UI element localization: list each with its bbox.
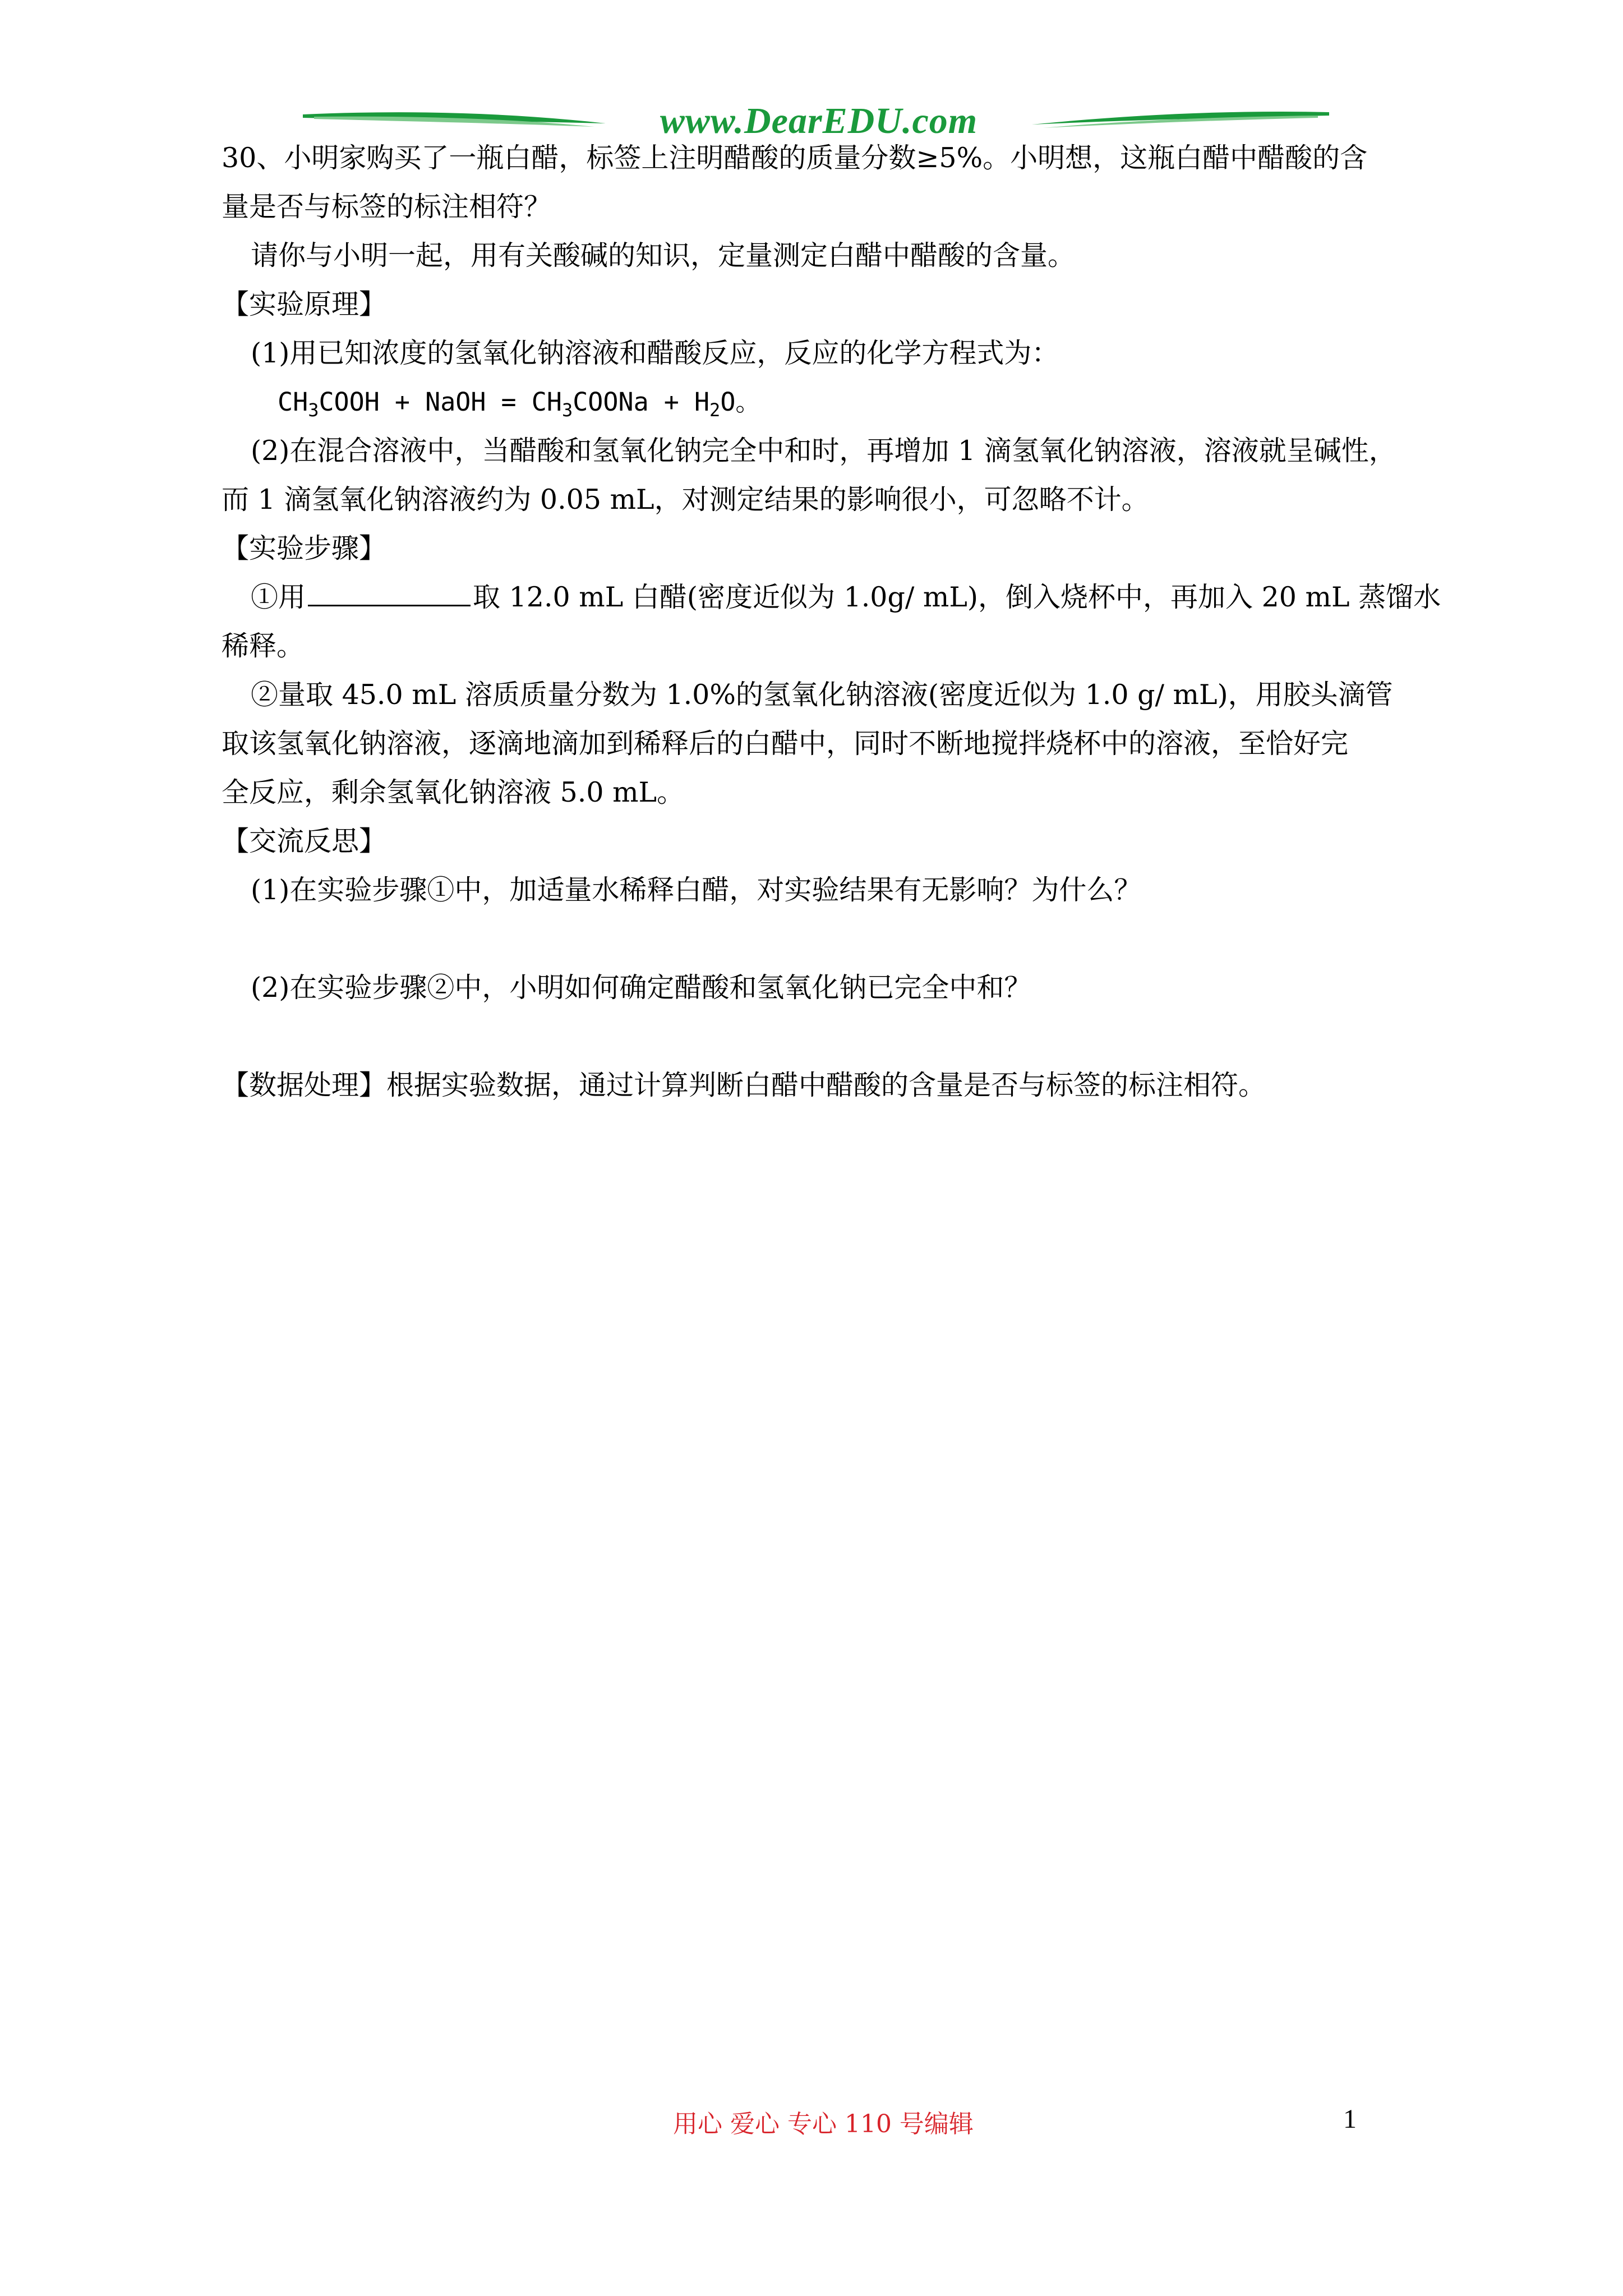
- step1-line1: [222, 573, 1441, 622]
- step1-line2: 稀释。: [222, 630, 305, 662]
- data-processing-text: 【数据处理】根据实验数据，通过计算判断白醋中醋酸的含量是否与标签的标注相符。: [222, 1069, 1266, 1101]
- principle-item2-line2: 而 1 滴氢氧化钠溶液约为 0.05 mL，对测定结果的影响很小，可忽略不计。: [222, 484, 1149, 516]
- steps-heading: 【实验步骤】: [222, 532, 387, 564]
- chemical-equation: [222, 378, 1433, 426]
- document-body: [222, 134, 1441, 1110]
- question-intro-line2: 量是否与标签的标注相符？: [222, 191, 552, 223]
- question-intro-line1: 30、小明家购买了一瓶白醋，标签上注明醋酸的质量分数≥5%。小明想，这瓶白醋中醋酸的含: [222, 142, 1368, 174]
- reflection-heading: 【交流反思】: [222, 825, 387, 857]
- question-intro-line3: 请你与小明一起，用有关酸碱的知识，定量测定白醋中醋酸的含量。: [251, 240, 1076, 272]
- reflection-question2: (2)在实验步骤②中，小明如何确定醋酸和氢氧化钠已完全中和？: [251, 972, 1032, 1004]
- site-logo-text: www.DearEDU.com: [660, 100, 978, 141]
- step2-line1: ②量取 45.0 mL 溶质质量分数为 1.0%的氢氧化钠溶液(密度近似为 1.0 g/ mL)，用胶头滴管: [251, 679, 1393, 711]
- step1-suffix: 取 12.0 mL 白醋(密度近似为 1.0g/ mL)，倒入烧杯中，再加入 20 mL 蒸馏水: [473, 581, 1441, 613]
- page-number: 1: [1343, 2104, 1357, 2134]
- answer-space-1[interactable]: [222, 914, 1433, 963]
- equation-subscript-2: 3: [561, 399, 573, 421]
- principle-item2-line1: (2)在混合溶液中，当醋酸和氢氧化钠完全中和时，再增加 1 滴氢氧化钠溶液，溶液就呈碱性，: [251, 435, 1396, 467]
- reflection-question1: (1)在实验步骤①中，加适量水稀释白醋，对实验结果有无影响？为什么？: [251, 874, 1142, 906]
- equation-part-d: O。: [720, 387, 761, 417]
- equation-subscript-1: 3: [308, 399, 319, 421]
- answer-space-2[interactable]: [222, 1012, 1433, 1061]
- step1-prefix: ①用: [251, 581, 306, 613]
- equation-part-b: COOH + NaOH = CH: [319, 387, 562, 417]
- equation-subscript-3: 2: [709, 399, 721, 421]
- equation-part-c: COONa + H: [573, 387, 710, 417]
- step2-line2: 取该氢氧化钠溶液，逐滴地滴加到稀释后的白醋中，同时不断地搅拌烧杯中的溶液，至恰好完: [222, 728, 1349, 760]
- step2-line3: 全反应，剩余氢氧化钠溶液 5.0 mL。: [222, 776, 685, 808]
- step1-answer-blank[interactable]: [308, 580, 471, 606]
- principle-item1: (1)用已知浓度的氢氧化钠溶液和醋酸反应，反应的化学方程式为：: [251, 337, 1059, 369]
- equation-part-a: CH: [278, 387, 308, 417]
- footer-slogan: 用心 爱心 专心 110 号编辑: [673, 2110, 974, 2138]
- principle-heading: 【实验原理】: [222, 288, 387, 320]
